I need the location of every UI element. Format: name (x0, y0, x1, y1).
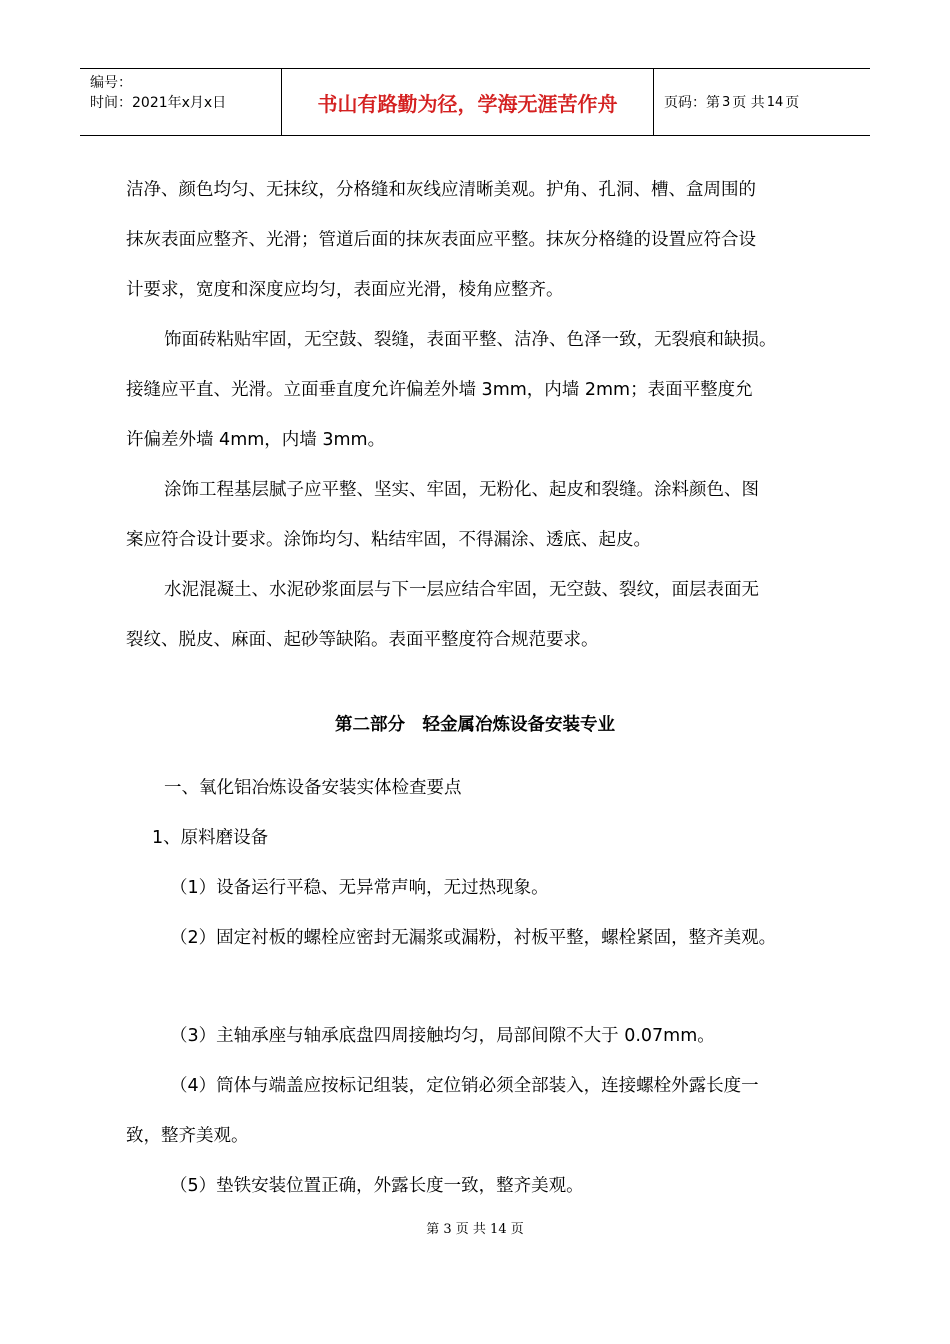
body-line: 抹灰表面应整齐、光滑；管道后面的抹灰表面应平整。抹灰分格缝的设置应符合设 (126, 230, 756, 250)
page-total: 14 (766, 94, 784, 110)
body-line: （5）垫铁安装位置正确，外露长度一致，整齐美观。 (170, 1176, 584, 1196)
body-line: 洁净、颜色均匀、无抹纹，分格缝和灰线应清晰美观。护角、孔洞、槽、盒周围的 (126, 180, 756, 200)
document-number-label: 编号： (90, 75, 132, 91)
body-line: 涂饰工程基层腻子应平整、坚实、牢固，无粉化、起皮和裂缝。涂料颜色、图 (164, 480, 759, 500)
page-prefix: 页码：第 (664, 95, 720, 111)
body-line: （2）固定衬板的螺栓应密封无漏浆或漏粉，衬板平整，螺栓紧固，整齐美观。 (170, 928, 777, 948)
body-line: 裂纹、脱皮、麻面、起砂等缺陷。表面平整度符合规范要求。 (126, 630, 599, 650)
body-line: （3）主轴承座与轴承底盘四周接触均匀，局部间隙不大于 0.07mm。 (170, 1026, 715, 1046)
body-line: 许偏差外墙 4mm，内墙 3mm。 (126, 430, 386, 450)
body-line: 水泥混凝土、水泥砂浆面层与下一层应结合牢固，无空鼓、裂纹，面层表面无 (164, 580, 759, 600)
subsection-title: 一、氧化铝冶炼设备安装实体检查要点 (164, 778, 462, 798)
document-date: 时间：2021年x月x日 (90, 95, 227, 111)
page-footer: 第 3 页 共 14 页 (426, 1222, 524, 1237)
document-header (80, 68, 870, 136)
header-meta (80, 69, 282, 135)
body-line: 饰面砖粘贴牢固，无空鼓、裂缝，表面平整、洁净、色泽一致，无裂痕和缺损。 (164, 330, 777, 350)
section-heading: 第二部分 轻金属冶炼设备安装专业 (335, 715, 615, 735)
body-line: 计要求，宽度和深度应均匀，表面应光滑，棱角应整齐。 (126, 280, 564, 300)
header-motto: 书山有路勤为径，学海无涯苦作舟 (282, 69, 654, 135)
page-suffix: 页 (785, 95, 800, 111)
page-current: 3 (722, 94, 731, 110)
body-line: 致，整齐美观。 (126, 1126, 249, 1146)
body-line: 案应符合设计要求。涂饰均匀、粘结牢固，不得漏涂、透底、起皮。 (126, 530, 651, 550)
body-line: （4）筒体与端盖应按标记组装，定位销必须全部装入，连接螺栓外露长度一 (170, 1076, 759, 1096)
page-mid: 页 共 (732, 95, 765, 111)
body-line: 接缝应平直、光滑。立面垂直度允许偏差外墙 3mm，内墙 2mm；表面平整度允 (126, 380, 753, 400)
header-page-info (654, 69, 870, 135)
item-title: 1、原料磨设备 (152, 828, 269, 848)
body-line: （1）设备运行平稳、无异常声响，无过热现象。 (170, 878, 549, 898)
